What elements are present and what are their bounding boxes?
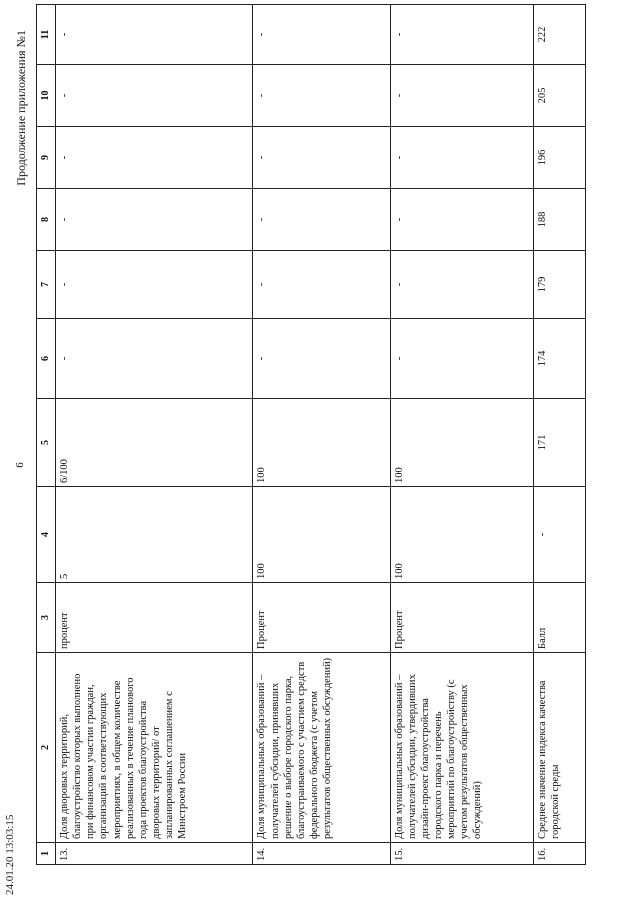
indicators-table-container	[36, 26, 586, 865]
value-cell: -	[56, 127, 253, 189]
value-cell: -	[390, 251, 533, 319]
column-header: 5	[37, 399, 56, 487]
value-cell: 6/100	[56, 399, 253, 487]
table-row	[390, 5, 533, 865]
value-cell: -	[56, 65, 253, 127]
value-cell: -	[253, 319, 390, 399]
print-timestamp: 24.01.20 13:03:15	[4, 814, 16, 895]
column-header: 1	[37, 843, 56, 865]
value-cell: -	[56, 319, 253, 399]
header-row	[37, 5, 56, 865]
value-cell: -	[253, 5, 390, 65]
value-cell: -	[56, 189, 253, 251]
value-cell: 100	[253, 487, 390, 583]
column-header: 2	[37, 653, 56, 843]
row-number: 16.	[534, 843, 586, 865]
table-row	[534, 5, 586, 865]
value-cell: 100	[253, 399, 390, 487]
continuation-note: Продолжение приложения №1	[14, 30, 28, 186]
column-header: 8	[37, 189, 56, 251]
value-cell: 196	[534, 127, 586, 189]
column-header: 4	[37, 487, 56, 583]
column-header: 7	[37, 251, 56, 319]
row-number: 13.	[56, 843, 253, 865]
value-cell: -	[253, 127, 390, 189]
column-header: 9	[37, 127, 56, 189]
value-cell: -	[56, 5, 253, 65]
value-cell: -	[534, 487, 586, 583]
value-cell: -	[253, 65, 390, 127]
value-cell: 222	[534, 5, 586, 65]
indicator-name: Среднее значение индекса качества городской среды	[534, 653, 586, 843]
value-cell: -	[390, 65, 533, 127]
value-cell: -	[390, 189, 533, 251]
row-number: 15.	[390, 843, 533, 865]
page-number: 6	[14, 462, 26, 468]
value-cell: -	[390, 319, 533, 399]
column-header: 10	[37, 65, 56, 127]
value-cell: 5	[56, 487, 253, 583]
value-cell: 179	[534, 251, 586, 319]
table-row	[56, 5, 253, 865]
column-header: 6	[37, 319, 56, 399]
value-cell: -	[253, 251, 390, 319]
column-header: 3	[37, 583, 56, 653]
value-cell: 100	[390, 399, 533, 487]
table-row	[253, 5, 390, 865]
indicator-name: Доля муниципальных образований – получателей субсидии, утвердивших дизайн-проект благоустройства городского парка и перечень мероприятий по благоустройству (с учетом результатов общественных обсуждений)	[390, 653, 533, 843]
value-cell: 171	[534, 399, 586, 487]
indicator-name: Доля дворовых территорий, благоустройство которых выполнено при финансовом участии граждан, организаций в соответствующих мероприятиях, в общем количестве реализованных в течение планового года проектов благоустройства дворовых территорий/ от запланированных соглашением с Минстроем России	[56, 653, 253, 843]
indicators-table	[36, 4, 586, 865]
indicator-name: Доля муниципальных образований – получателей субсидии, принявших решение о выборе городского парка, благоустраиваемого с участием средств федерального бюджета (с учетом результатов общественных обсуждений)	[253, 653, 390, 843]
unit-cell: процент	[56, 583, 253, 653]
unit-cell: Балл	[534, 583, 586, 653]
column-header: 11	[37, 5, 56, 65]
value-cell: 205	[534, 65, 586, 127]
unit-cell: Процент	[253, 583, 390, 653]
value-cell: 100	[390, 487, 533, 583]
value-cell: 188	[534, 189, 586, 251]
row-number: 14.	[253, 843, 390, 865]
value-cell: -	[253, 189, 390, 251]
value-cell: -	[56, 251, 253, 319]
value-cell: -	[390, 127, 533, 189]
value-cell: -	[390, 5, 533, 65]
unit-cell: Процент	[390, 583, 533, 653]
value-cell: 174	[534, 319, 586, 399]
